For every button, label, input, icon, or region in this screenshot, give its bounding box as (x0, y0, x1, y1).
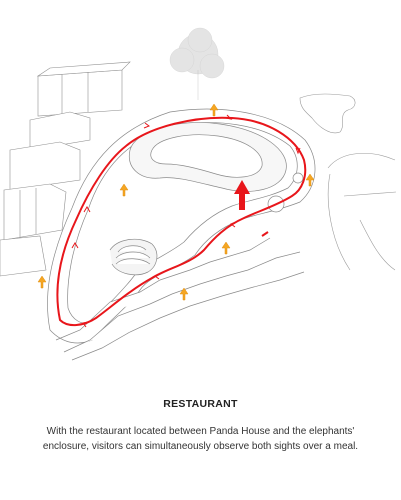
adjacent-structures (300, 94, 396, 270)
caption-title: RESTAURANT (163, 398, 238, 410)
visitor-route-extension (262, 232, 268, 236)
tree-cluster (170, 28, 224, 100)
caption-description: With the restaurant located between Panda House and the elephants' enclosure, visitors can simultaneously observe both sights over a meal. (42, 426, 359, 452)
